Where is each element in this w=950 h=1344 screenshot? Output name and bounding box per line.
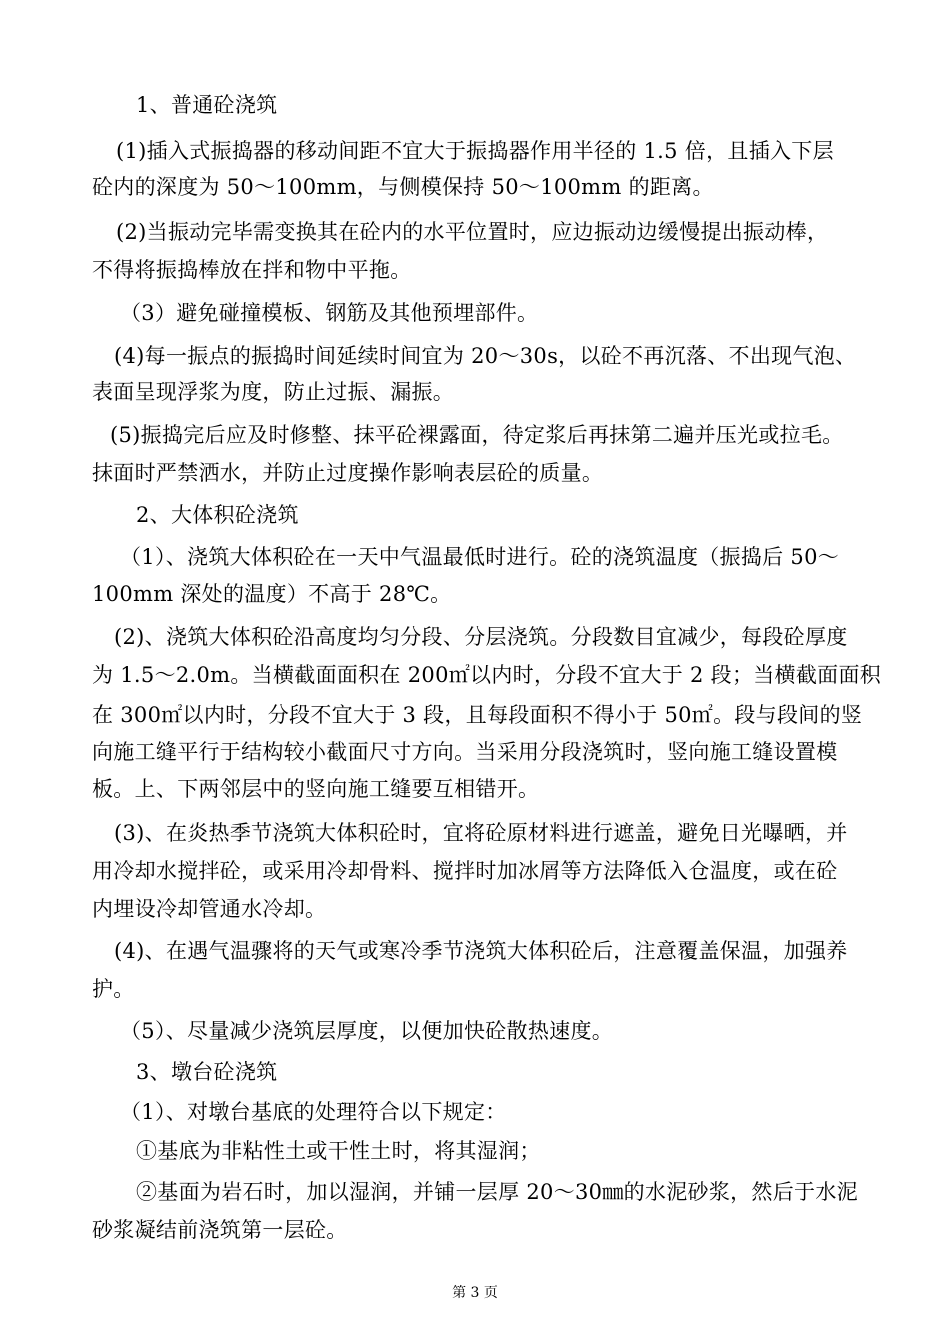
paragraph-line: ①基底为非粘性土或干性土时，将其湿润； bbox=[136, 1139, 541, 1163]
paragraph-line: (4)、在遇气温骤将的天气或寒冷季节浇筑大体积砼后，注意覆盖保温，加强养 bbox=[114, 939, 848, 963]
paragraph-line: 在 300㎡以内时，分段不宜大于 3 段，且每段面积不得小于 50㎡。段与段间的竖 bbox=[92, 703, 863, 727]
paragraph-line: 100mm 深处的温度）不高于 28℃。 bbox=[92, 582, 452, 606]
paragraph-line: 板。上、下两邻层中的竖向施工缝要互相错开。 bbox=[92, 777, 540, 801]
paragraph-line: 用冷却水搅拌砼，或采用冷却骨料、搅拌时加冰屑等方法降低入仓温度，或在砼 bbox=[92, 859, 838, 883]
paragraph-line: 为 1.5～2.0m。当横截面面积在 200㎡以内时，分段不宜大于 2 段；当横截面面积 bbox=[92, 663, 882, 687]
paragraph-line: (5)振捣完后应及时修整、抹平砼裸露面，待定浆后再抹第二遍并压光或拉毛。 bbox=[110, 423, 844, 447]
paragraph-line: (3)、在炎热季节浇筑大体积砼时，宜将砼原材料进行遮盖，避免日光曝晒，并 bbox=[114, 821, 848, 845]
paragraph-line: (4)每一振点的振捣时间延续时间宜为 20～30s，以砼不再沉落、不出现气泡、 bbox=[114, 344, 857, 368]
paragraph-line: ②基面为岩石时，加以湿润，并铺一层厚 20～30㎜的水泥砂浆，然后于水泥 bbox=[136, 1180, 858, 1204]
paragraph-line: 内埋设冷却管通水冷却。 bbox=[92, 897, 327, 921]
paragraph-line: （3）避免碰撞模板、钢筋及其他预埋部件。 bbox=[120, 301, 539, 325]
paragraph-line: (2)、浇筑大体积砼沿高度均匀分段、分层浇筑。分段数目宜减少，每段砼厚度 bbox=[114, 625, 848, 649]
paragraph-line: 抹面时严禁洒水，并防止过度操作影响表层砼的质量。 bbox=[92, 461, 604, 485]
paragraph-line: （1）、浇筑大体积砼在一天中气温最低时进行。砼的浇筑温度（振捣后 50～ bbox=[120, 545, 840, 569]
paragraph-line: 砂浆凝结前浇筑第一层砼。 bbox=[92, 1218, 348, 1242]
section-heading: 1、普通砼浇筑 bbox=[136, 93, 278, 117]
paragraph-line: 护。 bbox=[92, 977, 135, 1001]
paragraph-line: 向施工缝平行于结构较小截面尺寸方向。当采用分段浇筑时，竖向施工缝设置模 bbox=[92, 740, 838, 764]
paragraph-line: (1)插入式振捣器的移动间距不宜大于振捣器作用半径的 1.5 倍，且插入下层 bbox=[116, 139, 834, 163]
paragraph-line: 砼内的深度为 50～100mm，与侧模保持 50～100mm 的距离。 bbox=[92, 175, 714, 199]
paragraph-line: (2)当振动完毕需变换其在砼内的水平位置时，应边振动边缓慢提出振动棒， bbox=[116, 220, 829, 244]
section-heading: 3、墩台砼浇筑 bbox=[136, 1060, 278, 1084]
section-heading: 2、大体积砼浇筑 bbox=[136, 503, 299, 527]
page-number: 第 3 页 bbox=[452, 1285, 498, 1301]
paragraph-line: 表面呈现浮浆为度，防止过振、漏振。 bbox=[92, 380, 455, 404]
paragraph-line: （1）、对墩台基底的处理符合以下规定： bbox=[120, 1100, 507, 1124]
paragraph-line: （5）、尽量减少浇筑层厚度，以便加快砼散热速度。 bbox=[120, 1019, 614, 1043]
paragraph-line: 不得将振捣棒放在拌和物中平拖。 bbox=[92, 258, 412, 282]
